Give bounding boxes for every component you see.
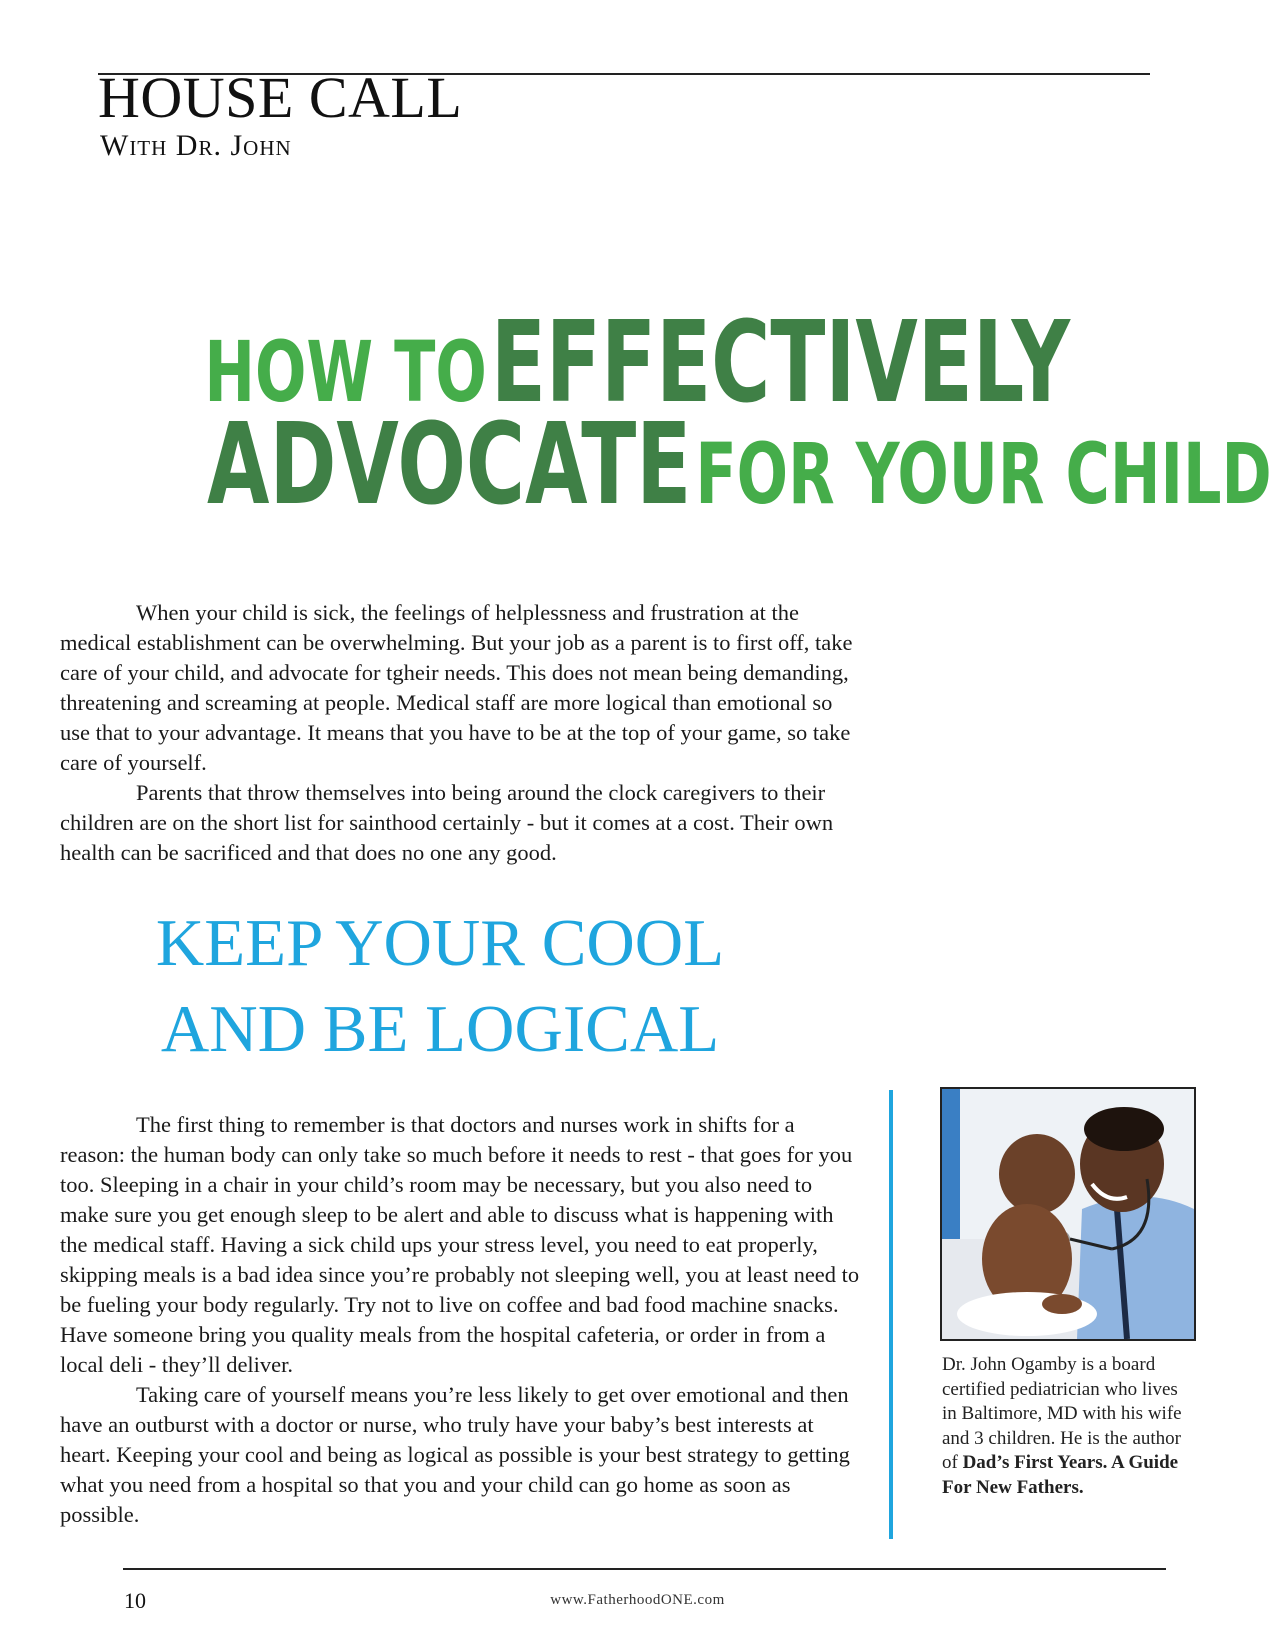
page-number: 10	[124, 1588, 146, 1613]
intro-paragraph-1: When your child is sick, the feelings of helplessness and frustration at the medical establishment can be overwhelming. But your job as a parent is to first off, take care of your child, and advocate for tgheir needs. This does not mean being demanding, threatening and screaming at people. Medical staff are more logical than emotional so use that to your advantage. It means that you have to be at the top of your game, so take care of yourself.	[60, 600, 853, 775]
footer-rule	[123, 1568, 1166, 1570]
author-bio	[942, 1353, 1192, 1500]
headline-for-your-child: FOR YOUR CHILD	[695, 425, 1272, 523]
column-title: HOUSE CALL	[98, 65, 463, 130]
headline-advocate: ADVOCATE	[207, 400, 692, 530]
author-bio-text: Dr. John Ogamby is a board certified pediatrician who lives in Baltimore, MD with his wife and 3 children. He is the author of	[942, 1354, 1182, 1473]
column-subtitle: With Dr. John	[100, 129, 292, 162]
section-heading	[130, 900, 750, 1072]
doctor-with-baby-illustration	[942, 1089, 1194, 1339]
website-url: www.FatherhoodONE.com	[550, 1592, 725, 1608]
book-title: Dad’s First Years. A Guide For New Fathers.	[942, 1452, 1179, 1498]
headline-effectively: EFFECTIVELY	[491, 298, 1071, 428]
sidebar-divider	[889, 1090, 893, 1539]
intro-text	[60, 598, 860, 868]
intro-paragraph-2: Parents that throw themselves into being around the clock caregivers to their children are on the short list for sainthood certainly - but it comes at a cost. Their own health can be sacrificed and that does no one any good.	[60, 780, 834, 865]
author-photo	[940, 1087, 1196, 1341]
section-text	[60, 1110, 860, 1530]
headline-how-to: HOW TO	[204, 323, 488, 421]
section-paragraph-1: The first thing to remember is that doctors and nurses work in shifts for a reason: the human body can only take so much before it needs to rest - that goes for you too. Sleeping in a chair in your child’s room may be necessary, but you also need to make sure you get enough sleep to be alert and able to discuss what is happening with the medical staff. Having a sick child ups your stress level, you need to eat properly, skipping meals is a bad idea since you’re probably not sleeping well, you at least need to be fueling your body regularly. Try not to live on coffee and bad food machine snacks. Have someone bring you quality meals from the hospital cafeteria, or order in from a local deli - they’ll deliver.	[60, 1112, 860, 1377]
section-paragraph-2: Taking care of yourself means you’re less likely to get over emotional and then have an outburst with a doctor or nurse, who truly have your baby’s best interests at heart. Keeping your cool and being as logical as possible is your best strategy to getting what you need from a hospital so that you and your child can go home as soon as possible.	[60, 1382, 850, 1527]
section-heading-line-2: AND BE LOGICAL	[160, 992, 720, 1066]
headline-line-2	[0, 400, 1275, 530]
section-heading-line-1: KEEP YOUR COOL	[155, 906, 725, 980]
